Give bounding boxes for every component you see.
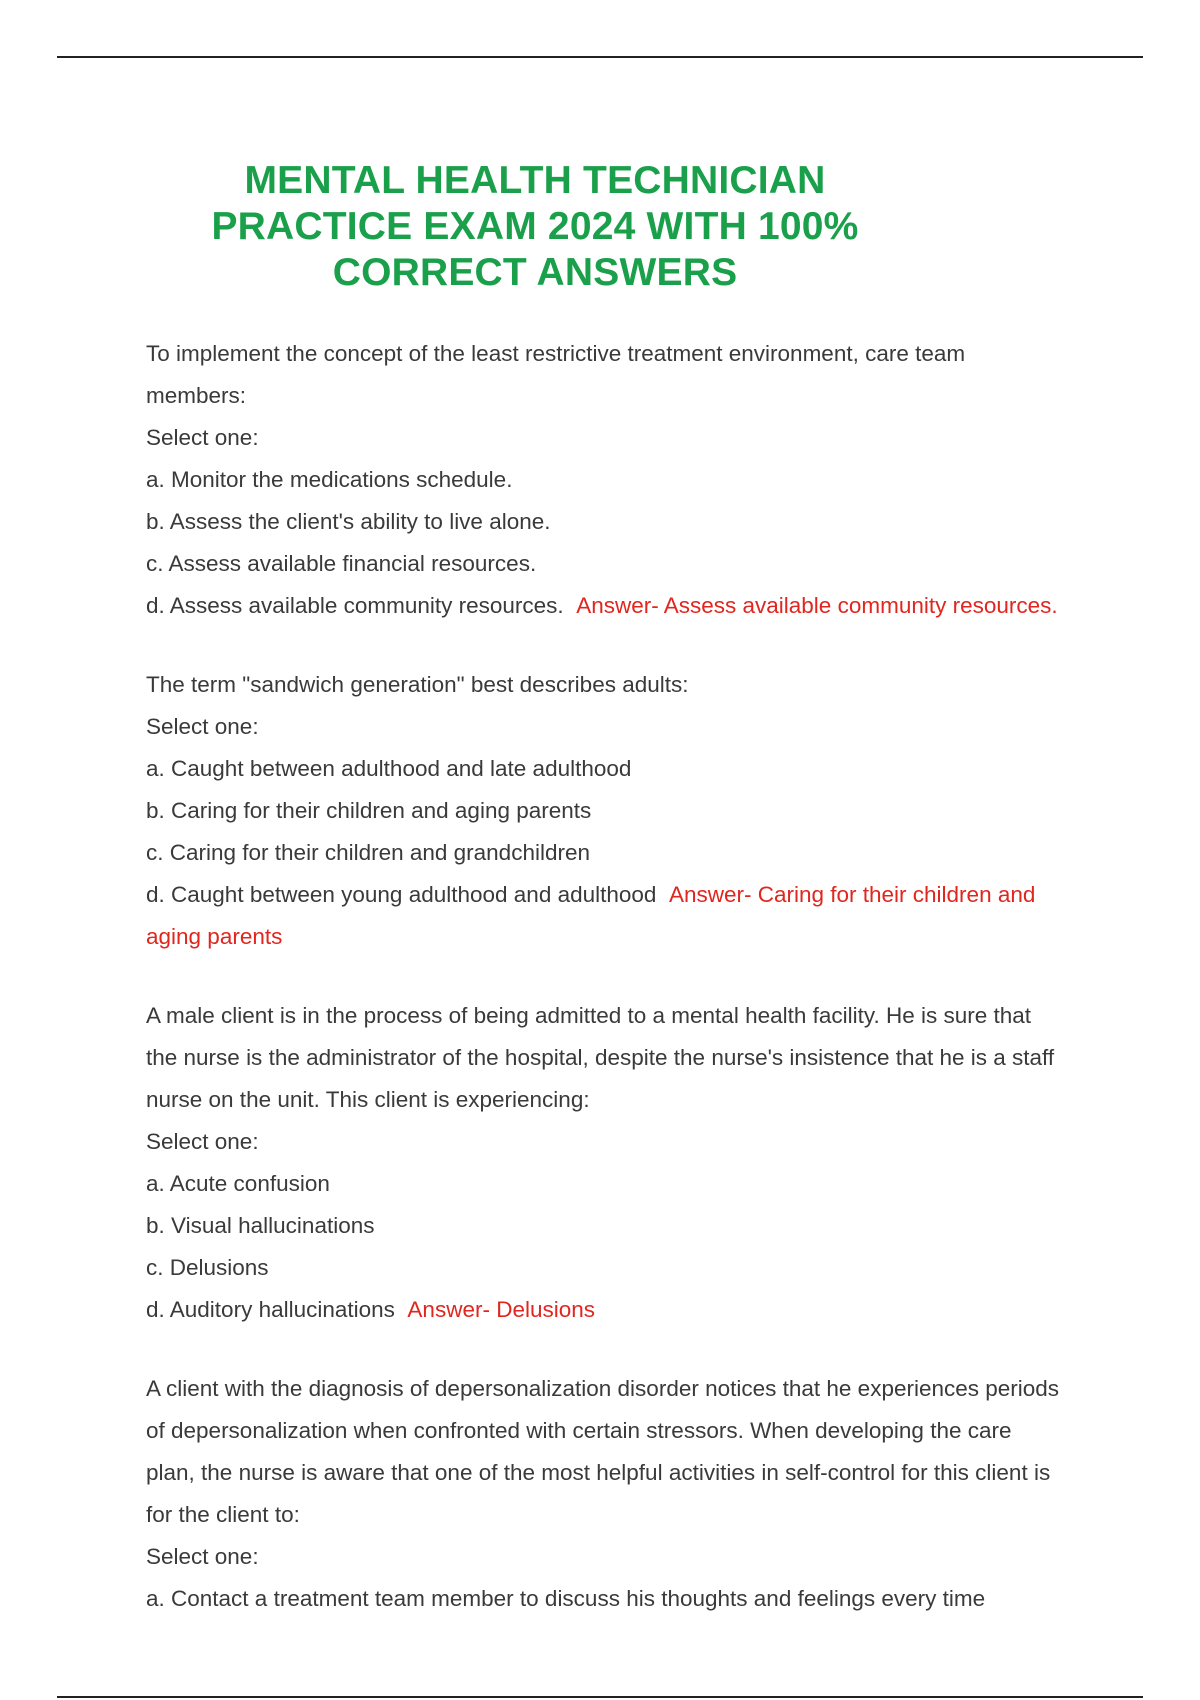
questions-list: [146, 333, 1066, 1657]
select-label: Select one:: [146, 1544, 259, 1569]
option-d-with-answer: [146, 874, 1066, 958]
title-line: PRACTICE EXAM 2024 WITH 100%: [211, 205, 859, 248]
select-label: Select one:: [146, 425, 259, 450]
option-a: a. Monitor the medications schedule.: [146, 467, 513, 492]
question-text: A male client is in the process of being admitted to a mental health facility. He is sure that the nurse is the administrator of the hospital, despite the nurse's insistence that he is a staff nurse on the unit. This client is experiencing:: [146, 1003, 1055, 1112]
question-block: [146, 995, 1066, 1331]
option-d-with-answer: [146, 585, 1066, 627]
option-d: d. Caught between young adulthood and adulthood: [146, 882, 657, 907]
select-label: Select one:: [146, 714, 259, 739]
answer-text: Answer- Delusions: [407, 1297, 595, 1322]
option-a: a. Contact a treatment team member to discuss his thoughts and feelings every time: [146, 1586, 986, 1611]
option-a: a. Acute confusion: [146, 1171, 330, 1196]
answer-text: Answer- Caring for their children and aging parents: [146, 882, 1036, 949]
option-c: c. Assess available financial resources.: [146, 551, 537, 576]
option-b: b. Caring for their children and aging parents: [146, 798, 592, 823]
option-c: c. Delusions: [146, 1255, 269, 1280]
answer-text: Answer- Assess available community resources.: [576, 593, 1058, 618]
footer-rule: [57, 1696, 1143, 1698]
option-d: d. Auditory hallucinations: [146, 1297, 395, 1322]
option-d-with-answer: [146, 1289, 1066, 1331]
title-line: CORRECT ANSWERS: [332, 251, 738, 294]
question-text: To implement the concept of the least restrictive treatment environment, care team members:: [146, 341, 966, 408]
question-block: [146, 1368, 1066, 1620]
select-label: Select one:: [146, 1129, 259, 1154]
option-b: b. Visual hallucinations: [146, 1213, 375, 1238]
option-c: c. Caring for their children and grandchildren: [146, 840, 590, 865]
option-a: a. Caught between adulthood and late adulthood: [146, 756, 632, 781]
question-text: A client with the diagnosis of depersonalization disorder notices that he experiences periods of depersonalization when confronted with certain stressors. When developing the care plan, the nurse is aware that one of the most helpful activities in self-control for this client is for the client to:: [146, 1376, 1060, 1527]
option-d: d. Assess available community resources.: [146, 593, 564, 618]
option-b: b. Assess the client's ability to live alone.: [146, 509, 551, 534]
question-block: [146, 333, 1066, 627]
document-title: [170, 158, 900, 296]
question-block: [146, 664, 1066, 958]
header-rule: [57, 56, 1143, 58]
question-text: The term "sandwich generation" best describes adults:: [146, 672, 689, 697]
title-line: MENTAL HEALTH TECHNICIAN: [244, 159, 826, 202]
